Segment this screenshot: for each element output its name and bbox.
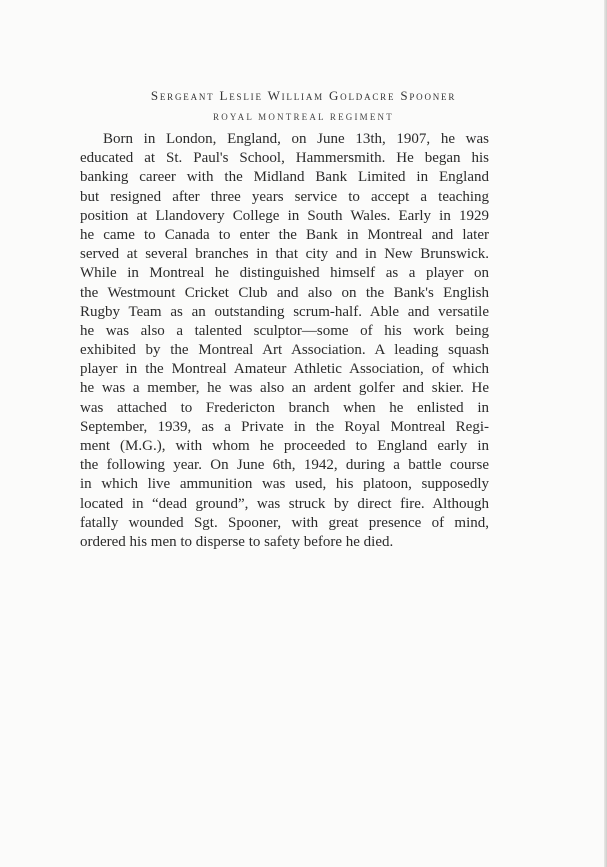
document-subtitle: ROYAL MONTREAL REGIMENT <box>213 112 394 122</box>
paragraph-line: but resigned after three years service to accept a teaching <box>80 188 489 205</box>
paragraph-line: located in “dead ground”, was struck by direct fire. Although <box>80 495 489 512</box>
paragraph-line: in which live ammunition was used, his platoon, supposedly <box>80 476 489 493</box>
paragraph-line: player in the Montreal Amateur Athletic Association, of which <box>80 361 489 378</box>
paragraph-line: Rugby Team as an outstanding scrum-half. Able and versatile <box>80 303 489 320</box>
paragraph-line: was attached to Fredericton branch when he enlisted in <box>80 399 489 416</box>
paragraph-line: educated at St. Paul's School, Hammersmith. He began his <box>80 150 489 167</box>
paragraph-line: the Westmount Cricket Club and also on the Bank's English <box>80 284 489 301</box>
paragraph-line: ordered his men to disperse to safety before he died. <box>80 533 394 550</box>
paragraph-line: ment (M.G.), with whom he proceeded to England early in <box>80 438 489 454</box>
paragraph-line: banking career with the Midland Bank Limited in England <box>80 169 489 186</box>
biography-paragraph <box>80 130 489 552</box>
paragraph-line: he was a member, he was also an ardent golfer and skier. He <box>80 380 489 397</box>
paragraph-line: the following year. On June 6th, 1942, during a battle course <box>80 457 489 474</box>
paragraph-line: fatally wounded Sgt. Spooner, with great presence of mind, <box>80 514 489 531</box>
paragraph-line: September, 1939, as a Private in the Royal Montreal Regi- <box>80 418 489 435</box>
paragraph-line: While in Montreal he distinguished himself as a player on <box>80 265 489 282</box>
document-title: Sergeant Leslie William Goldacre Spooner <box>150 88 457 103</box>
paragraph-line: exhibited by the Montreal Art Association. A leading squash <box>80 342 489 359</box>
paragraph-line: he was also a talented sculptor—some of his work being <box>80 322 489 339</box>
paragraph-line: he came to Canada to enter the Bank in Montreal and later <box>80 226 489 243</box>
paragraph-line: position at Llandovery College in South Wales. Early in 1929 <box>80 207 489 224</box>
paragraph-line: served at several branches in that city and in New Brunswick. <box>80 246 489 263</box>
paragraph-line: Born in London, England, on June 13th, 1907, he was <box>103 131 489 147</box>
